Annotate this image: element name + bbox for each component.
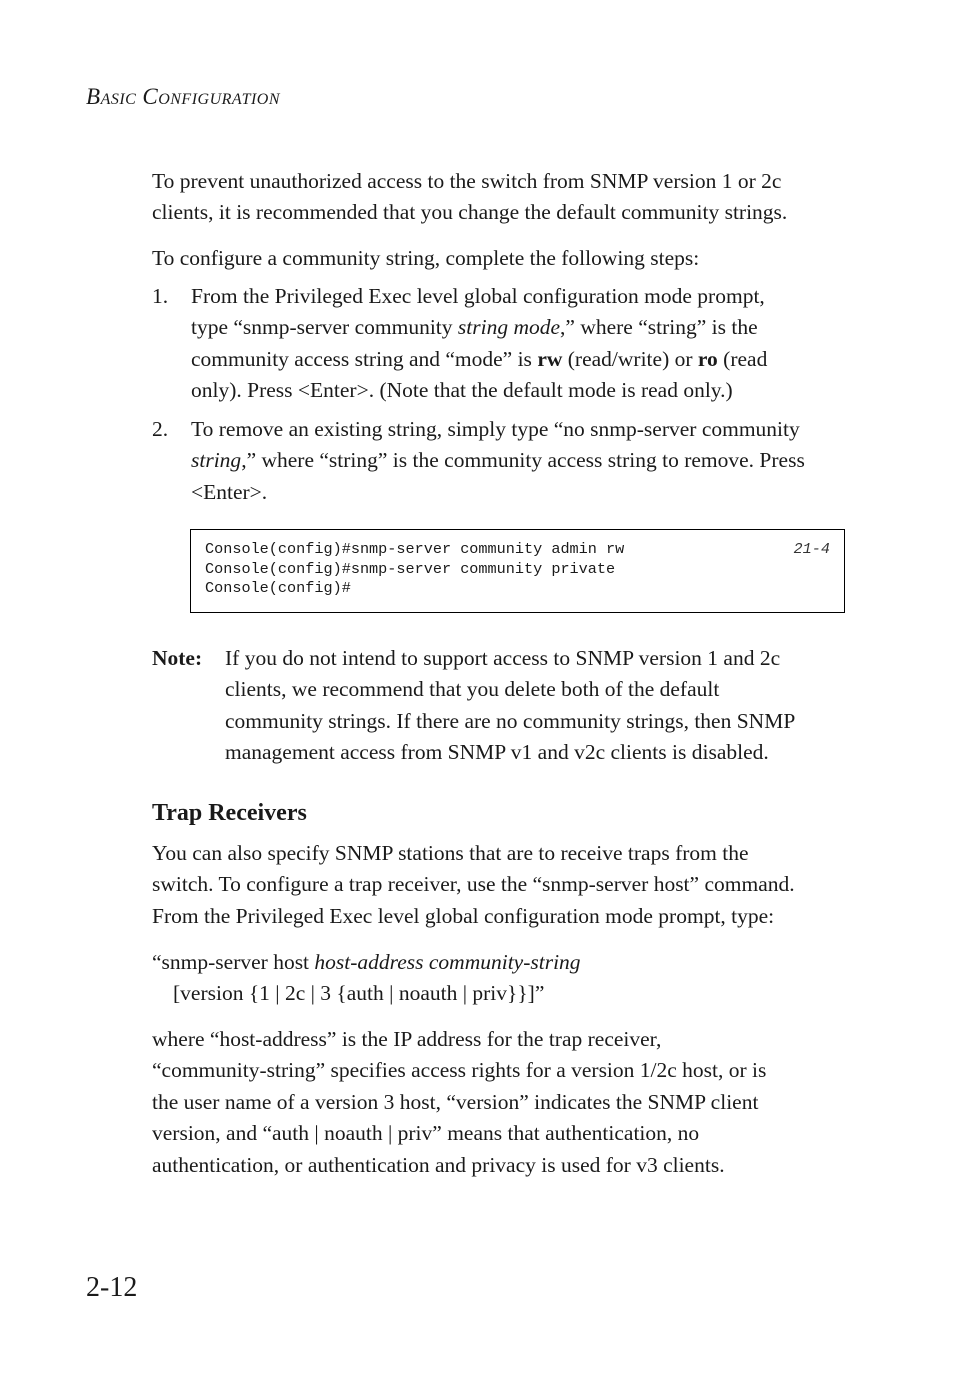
section-heading: Trap Receivers bbox=[152, 800, 307, 826]
note-line-2: clients, we recommend that you delete both of the default bbox=[225, 677, 720, 702]
step-2-line-1: To remove an existing string, simply type “no snmp-server community bbox=[191, 417, 800, 441]
steps-intro: To configure a community string, complete the following steps: bbox=[152, 246, 700, 270]
header-cap-c: C bbox=[142, 84, 159, 109]
step-2-text bbox=[191, 414, 852, 508]
intro-line-2: clients, it is recommended that you change the default community strings. bbox=[152, 200, 788, 225]
step-1-number: 1. bbox=[152, 284, 169, 308]
step-1-line-1: From the Privileged Exec level global configuration mode prompt, bbox=[191, 284, 765, 308]
note-line-4: management access from SNMP v1 and v2c clients is disabled. bbox=[225, 740, 769, 765]
syntax-command: “snmp-server host bbox=[152, 950, 315, 974]
header-rest-basic: ASIC bbox=[100, 91, 137, 108]
code-example-box bbox=[190, 529, 845, 613]
code-line-3: Console(config)# bbox=[205, 579, 351, 597]
step-1-text bbox=[191, 281, 852, 407]
note-label: Note: bbox=[152, 646, 203, 670]
step-1-line-3 bbox=[191, 344, 852, 375]
step-1-ro: ro bbox=[697, 346, 718, 371]
step-2-param: string bbox=[191, 448, 242, 473]
section-line-3: From the Privileged Exec level global configuration mode prompt, type: bbox=[152, 903, 775, 928]
running-header bbox=[86, 84, 280, 110]
step-1-line-3-b: (read/write) or bbox=[562, 346, 698, 371]
step-2-line-2 bbox=[191, 445, 852, 476]
note-line-1: If you do not intend to support access to SNMP version 1 and 2c bbox=[225, 646, 781, 670]
explain-line-1: where “host-address” is the IP address for the trap receiver, bbox=[152, 1027, 662, 1051]
header-cap-b: B bbox=[86, 84, 101, 109]
explanation-paragraph bbox=[152, 1024, 852, 1181]
explain-line-4: version, and “auth | noauth | priv” means that authentication, no bbox=[152, 1121, 700, 1146]
note-line-3: community strings. If there are no community strings, then SNMP bbox=[225, 708, 796, 733]
section-line-2: switch. To configure a trap receiver, use the “snmp-server host” command. bbox=[152, 872, 795, 897]
section-line-1: You can also specify SNMP stations that are to receive traps from the bbox=[152, 841, 749, 865]
step-1-param: string mode bbox=[457, 315, 561, 340]
explain-line-5: authentication, or authentication and privacy is used for v3 clients. bbox=[152, 1152, 725, 1177]
step-1-line-2-b: ,” where “string” is the bbox=[560, 315, 758, 340]
command-syntax-line-2: [version {1 | 2c | 3 {auth | noauth | priv}}]” bbox=[173, 981, 545, 1005]
note-text bbox=[225, 643, 852, 769]
step-2-line-2-b: ,” where “string” is the community access string to remove. Press bbox=[241, 448, 805, 473]
section-paragraph bbox=[152, 838, 852, 932]
step-1-rw: rw bbox=[537, 346, 563, 371]
explain-line-3: the user name of a version 3 host, “version” indicates the SNMP client bbox=[152, 1089, 759, 1114]
step-1-line-2-a: type “snmp-server community bbox=[191, 315, 458, 340]
step-1-line-2 bbox=[191, 312, 852, 343]
command-syntax-line-1 bbox=[152, 947, 581, 978]
code-line-2: Console(config)#snmp-server community private bbox=[205, 560, 616, 578]
header-rest-configuration: ONFIGURATION bbox=[158, 91, 281, 108]
step-1-line-4: only). Press <Enter>. (Note that the default mode is read only.) bbox=[191, 378, 733, 403]
step-2-line-3: <Enter>. bbox=[191, 479, 268, 504]
code-page-reference: 21-4 bbox=[793, 540, 830, 558]
step-2-number: 2. bbox=[152, 417, 169, 441]
explain-line-2: “community-string” specifies access rights for a version 1/2c host, or is bbox=[152, 1058, 767, 1083]
step-1-line-3-a: community access string and “mode” is bbox=[191, 346, 538, 371]
intro-line-1: To prevent unauthorized access to the switch from SNMP version 1 or 2c bbox=[152, 169, 782, 193]
step-1-line-3-c: (read bbox=[717, 346, 768, 371]
intro-paragraph bbox=[152, 166, 852, 229]
syntax-params: host-address community-string bbox=[314, 950, 581, 974]
code-line-1: Console(config)#snmp-server community admin rw bbox=[205, 540, 625, 558]
page-number: 2-12 bbox=[86, 1272, 138, 1303]
